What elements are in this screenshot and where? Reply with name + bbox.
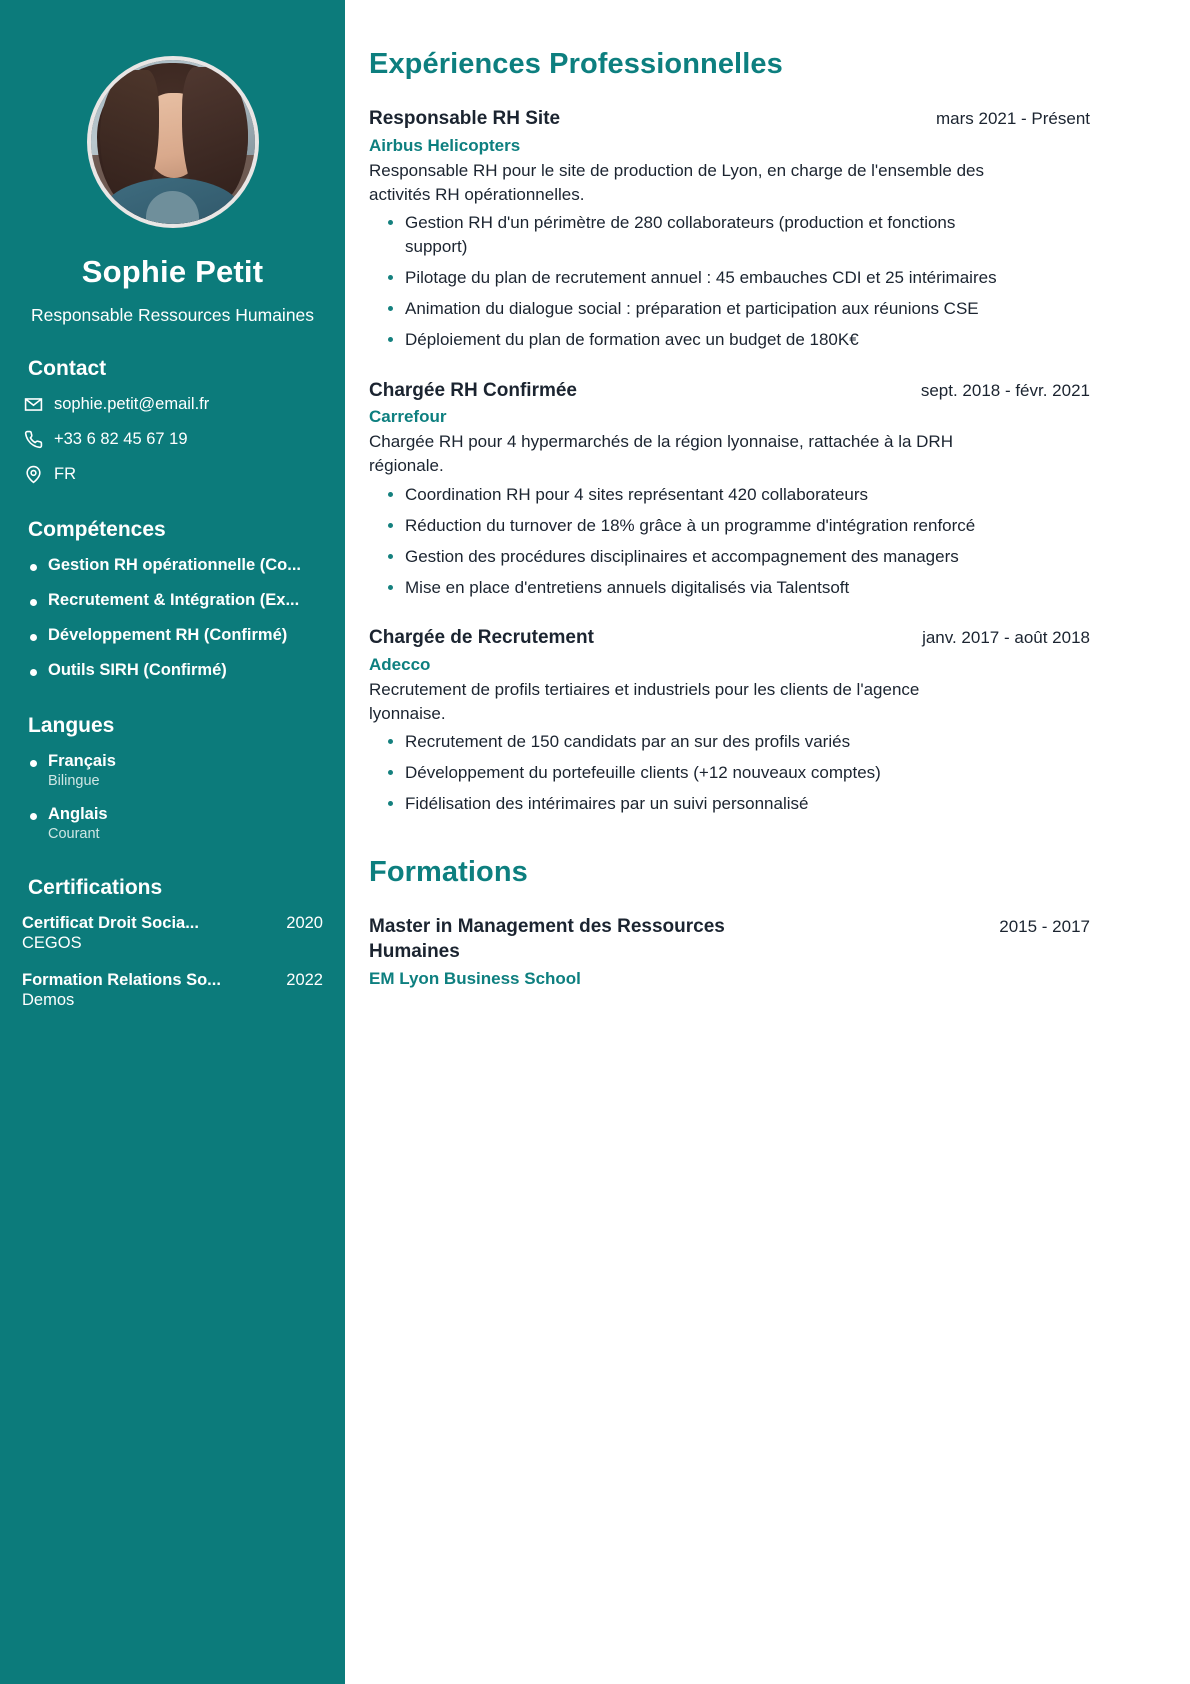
experience-header — [369, 379, 1090, 404]
skills-heading: Compétences — [28, 518, 166, 542]
education-title: Master in Management des Ressources Humaines — [369, 916, 725, 962]
language-name: Français — [28, 752, 323, 771]
main-content — [345, 0, 1190, 1684]
experience-bullet: Déploiement du plan de formation avec un budget de 180K€ — [387, 328, 1012, 352]
experience-date: sept. 2018 - févr. 2021 — [920, 380, 1090, 400]
experience-header — [369, 107, 1090, 132]
education-entry — [369, 915, 1090, 988]
experience-entry — [369, 626, 1090, 816]
contact-email[interactable] — [22, 395, 323, 414]
certification-header — [22, 914, 323, 933]
experience-entry — [369, 107, 1090, 353]
experience-bullet: Coordination RH pour 4 sites représentant 420 collaborateurs — [387, 483, 1012, 507]
experience-description: Recrutement de profils tertiaires et industriels pour les clients de l'agence lyonnaise. — [369, 679, 920, 723]
education-date: 2015 - 2017 — [999, 917, 1090, 937]
experience-description: Chargée RH pour 4 hypermarchés de la région lyonnaise, rattachée à la DRH régionale. — [369, 432, 953, 476]
certification-name: Certificat Droit Socia... — [22, 914, 199, 933]
skills-list — [22, 556, 323, 680]
experience-title: Chargée RH Confirmée — [369, 379, 577, 401]
location-pin-icon — [24, 465, 43, 484]
certification-item — [22, 971, 323, 1010]
experience-bullet: Pilotage du plan de recrutement annuel : 45 embauches CDI et 25 intérimaires — [387, 266, 1012, 290]
contact-location[interactable] — [22, 465, 323, 484]
education-heading: Formations — [369, 856, 528, 889]
certification-year: 2022 — [286, 971, 323, 990]
certification-header — [22, 971, 323, 990]
contact-heading: Contact — [28, 357, 107, 381]
experience-title: Responsable RH Site — [369, 108, 561, 129]
experience-organization: Adecco — [369, 654, 431, 674]
candidate-role: Responsable Ressources Humaines — [30, 305, 315, 325]
experience-bullet: Mise en place d'entretiens annuels digitalisés via Talentsoft — [387, 576, 1012, 600]
experience-bullets — [369, 483, 1090, 601]
certification-org: Demos — [22, 991, 75, 1010]
avatar — [87, 56, 259, 228]
candidate-name: Sophie Petit — [81, 254, 264, 289]
phone-icon — [24, 430, 43, 449]
languages-heading: Langues — [28, 714, 115, 738]
experience-bullet: Gestion RH d'un périmètre de 280 collaborateurs (production et fonctions support) — [387, 211, 1012, 259]
skill-item: Développement RH (Confirmé) — [28, 626, 323, 645]
avatar-wrapper — [22, 0, 323, 228]
contact-email-value: sophie.petit@email.fr — [54, 395, 210, 414]
contact-phone[interactable] — [22, 430, 323, 449]
experience-bullet: Animation du dialogue social : préparation et participation aux réunions CSE — [387, 297, 1012, 321]
experience-description: Responsable RH pour le site de production de Lyon, en charge de l'ensemble des activités RH opérationnelles. — [369, 160, 985, 204]
experience-date: janv. 2017 - août 2018 — [922, 628, 1090, 647]
experience-date: mars 2021 - Présent — [935, 109, 1090, 128]
language-item — [22, 752, 323, 789]
skill-item: Outils SIRH (Confirmé) — [28, 661, 323, 680]
education-header — [369, 915, 1090, 964]
experience-title: Chargée de Recrutement — [369, 627, 594, 648]
experience-bullets — [369, 211, 1090, 353]
language-item — [22, 805, 323, 842]
language-level: Bilingue — [48, 773, 100, 790]
experience-organization: Carrefour — [369, 407, 447, 427]
experience-bullet: Recrutement de 150 candidats par an sur des profils variés — [387, 730, 1012, 754]
certification-name: Formation Relations So... — [22, 971, 221, 990]
contact-location-value: FR — [54, 465, 76, 484]
skill-item: Gestion RH opérationnelle (Co... — [28, 556, 323, 575]
certifications-heading: Certifications — [28, 876, 163, 900]
experience-header — [369, 626, 1090, 651]
experience-bullet: Développement du portefeuille clients (+12 nouveaux comptes) — [387, 761, 1012, 785]
sidebar — [0, 0, 345, 1684]
experience-bullets — [369, 730, 1090, 816]
language-level: Courant — [48, 826, 100, 843]
experience-organization: Airbus Helicopters — [369, 135, 521, 155]
certification-year: 2020 — [286, 914, 323, 933]
language-name: Anglais — [28, 805, 323, 824]
certification-item — [22, 914, 323, 953]
certification-org: CEGOS — [22, 934, 82, 953]
education-organization: EM Lyon Business School — [369, 968, 581, 988]
experience-bullet: Fidélisation des intérimaires par un suivi personnalisé — [387, 792, 1012, 816]
contact-phone-value: +33 6 82 45 67 19 — [54, 430, 188, 449]
experience-bullet: Gestion des procédures disciplinaires et accompagnement des managers — [387, 545, 1012, 569]
envelope-icon — [24, 395, 43, 414]
experience-bullet: Réduction du turnover de 18% grâce à un programme d'intégration renforcé — [387, 514, 1012, 538]
skill-item: Recrutement & Intégration (Ex... — [28, 591, 323, 610]
experience-heading: Expériences Professionnelles — [369, 48, 783, 80]
experience-entry — [369, 379, 1090, 600]
